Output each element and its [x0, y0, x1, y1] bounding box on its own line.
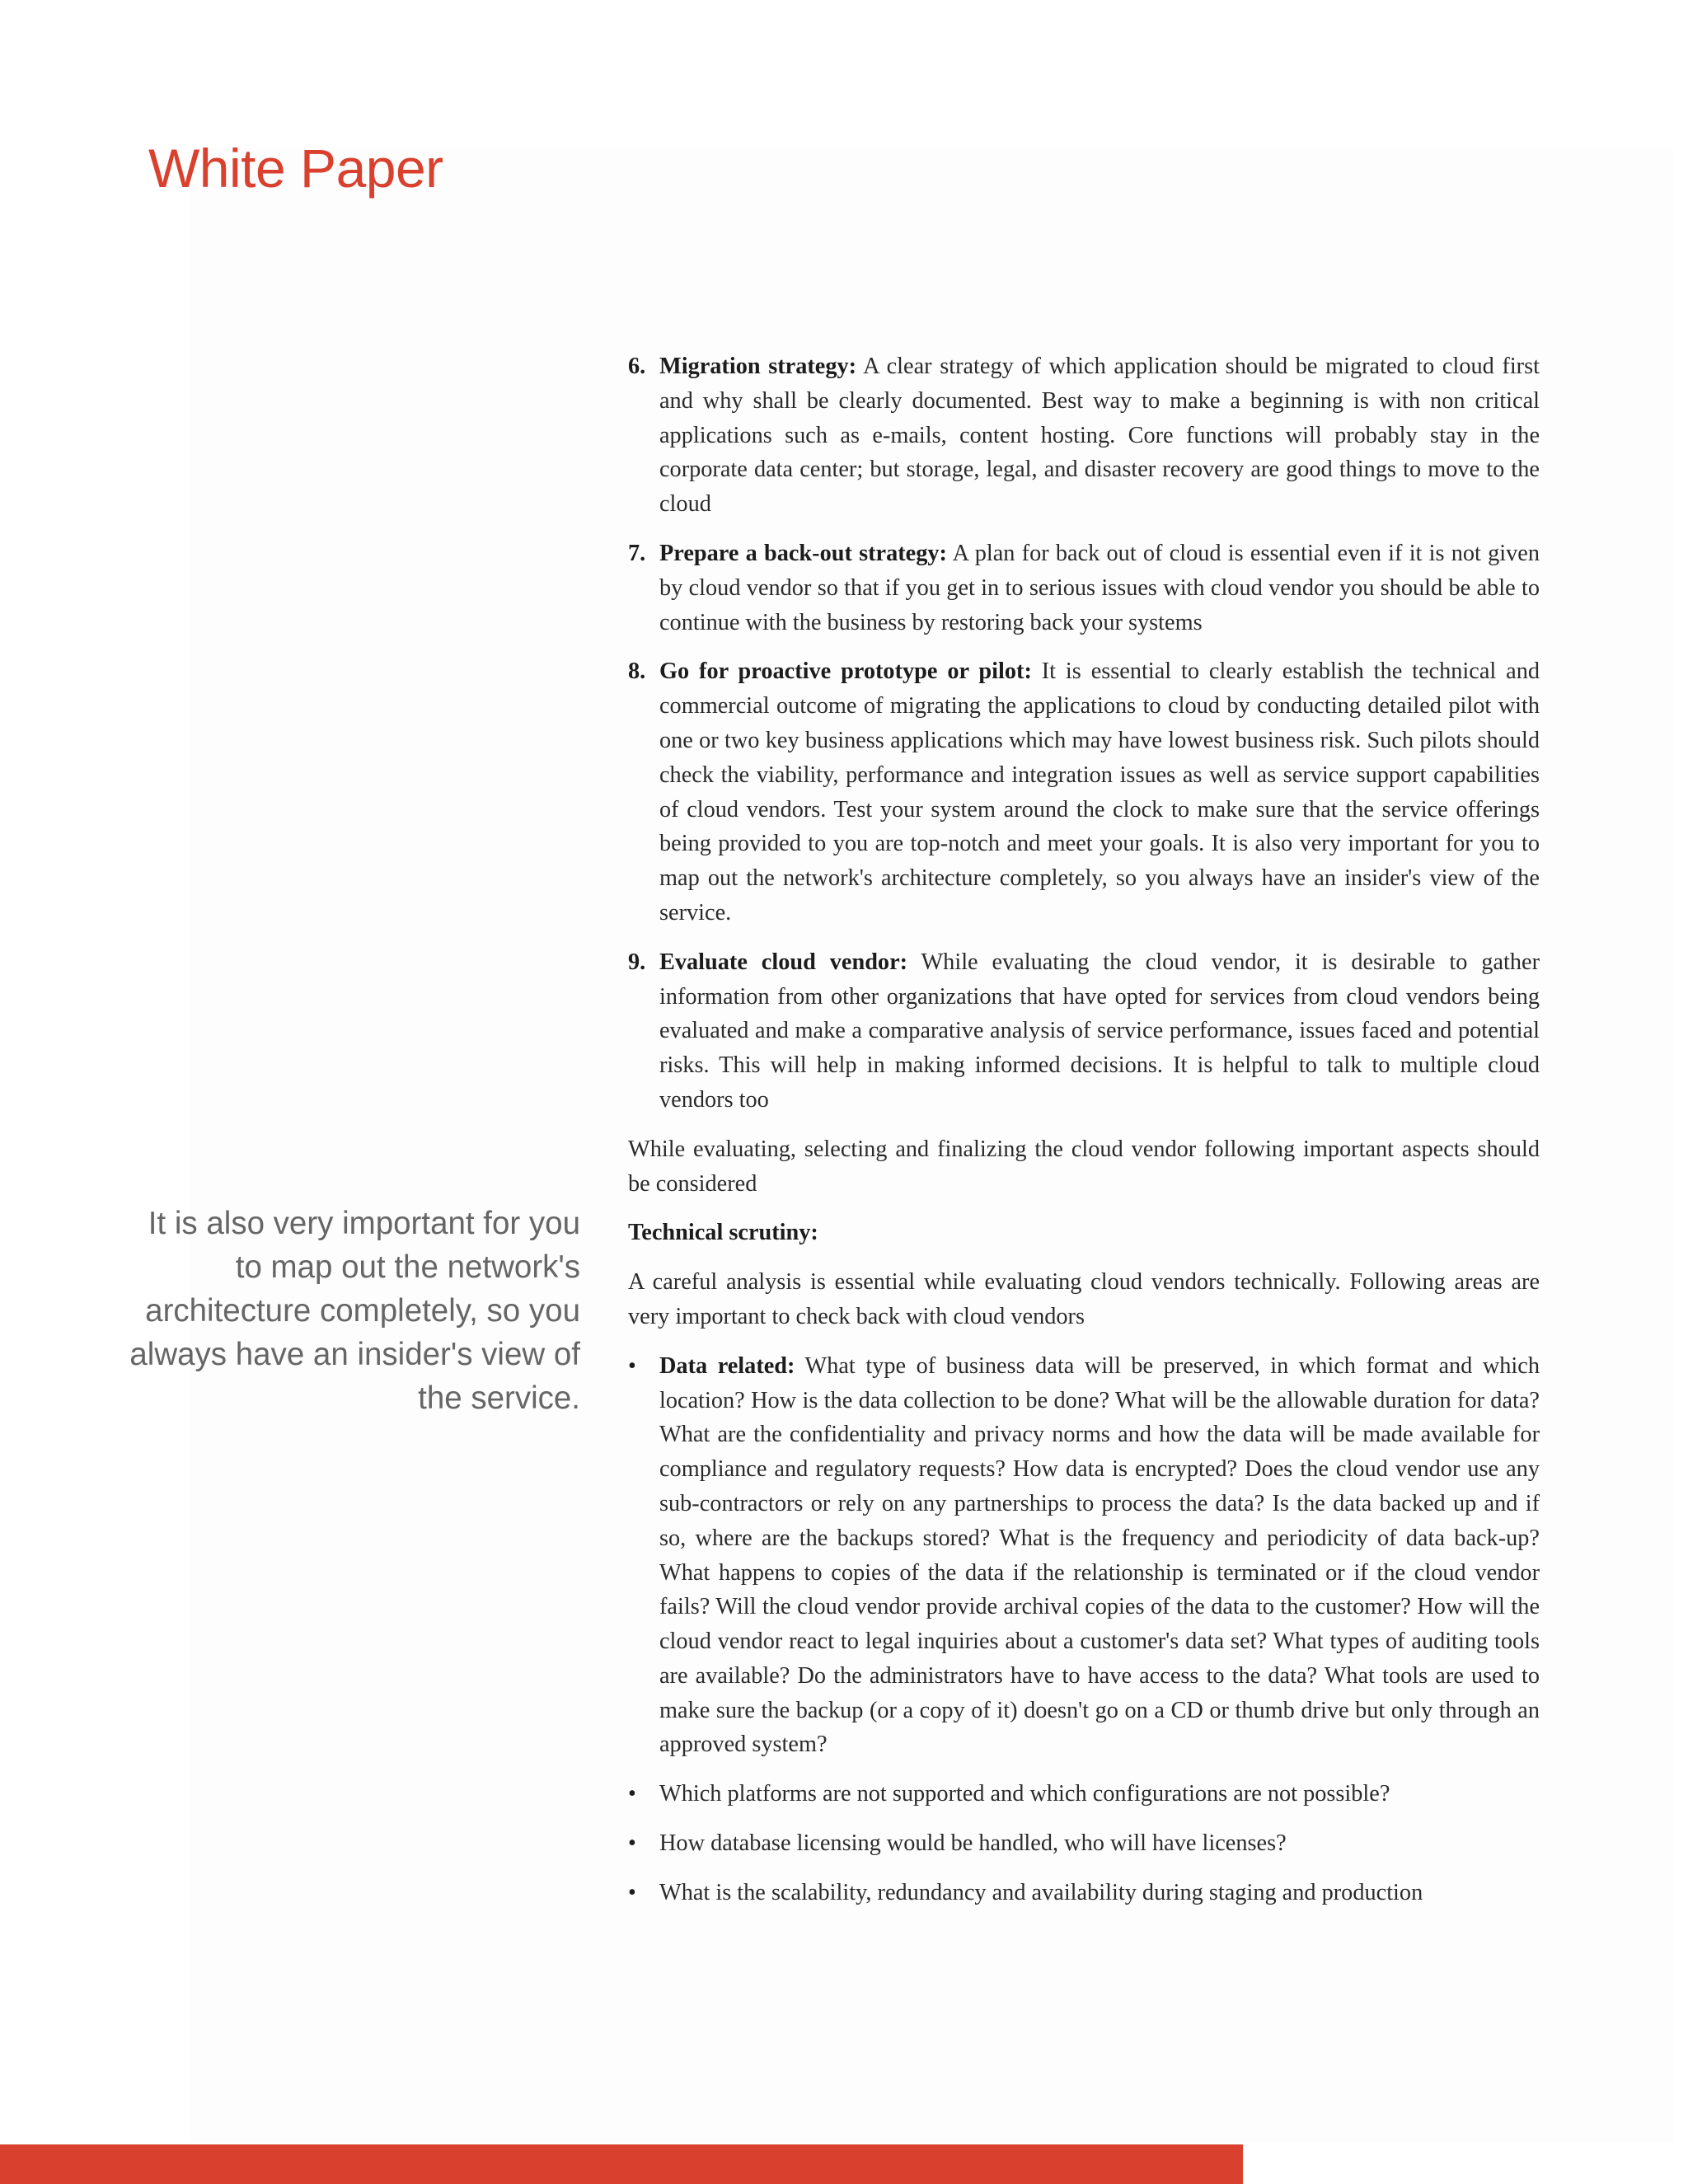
- bullet-icon: •: [628, 1830, 636, 1857]
- technical-paragraph: A careful analysis is essential while evaluating cloud vendors technically. Following areas are very important to check back with cloud vendors: [628, 1269, 1540, 1329]
- bullet-body: [659, 1777, 1540, 1811]
- bullet-text: What is the scalability, redundancy and availability during staging and production: [659, 1879, 1423, 1905]
- bullet-text: Which platforms are not supported and which configurations are not possible?: [659, 1781, 1390, 1807]
- bullet-icon: •: [628, 1352, 636, 1379]
- page-title: White Paper: [148, 138, 443, 199]
- item-text: It is essential to clearly establish the technical and commercial outcome of migrating the applications to cloud by conducting detailed pilot with one or two key business applications which may have lowest business risk. Such pilots should check the viability, performance and integration issues as well as service support capabilities of cloud vendors. Test your system around the clock to make sure that the service offerings being provided to you are top-notch and meet your goals. It is also very important for you to map out the network's architecture completely, so you always have an insider's view of the service.: [659, 658, 1540, 926]
- item-number: 7.: [628, 540, 646, 566]
- item-body: [659, 537, 1540, 640]
- item-title: Evaluate cloud vendor:: [659, 949, 908, 975]
- bullet-item-licensing: [628, 1826, 1540, 1861]
- bullet-item-scalability: [628, 1876, 1540, 1910]
- numbered-item-8: [628, 654, 1540, 930]
- bullet-body: [659, 1826, 1540, 1861]
- item-text: While evaluating the cloud vendor, it is desirable to gather information from other organizations that have opted for services from cloud vendors being evaluated and make a comparative analysis of service performance, issues faced and potential risks. This will help in making informed decisions. It is helpful to talk to multiple cloud vendors too: [659, 949, 1540, 1113]
- item-body: [659, 349, 1540, 522]
- item-title: Go for proactive prototype or pilot:: [659, 658, 1032, 685]
- item-number: 8.: [628, 658, 646, 685]
- bullet-icon: •: [628, 1781, 636, 1807]
- bullet-icon: •: [628, 1879, 636, 1905]
- bullet-text: How database licensing would be handled, who will have licenses?: [659, 1830, 1287, 1857]
- main-content: [628, 349, 1540, 1925]
- item-body: [659, 654, 1540, 930]
- bullet-item-data-related: [628, 1349, 1540, 1763]
- bullet-title: Data related:: [659, 1352, 795, 1379]
- bullet-body: [659, 1349, 1540, 1763]
- bullet-text: What type of business data will be preserved, in which format and which location? How is the data collection to be done? What will be the allowable duration for data? What are the confidentiality and privacy norms and how the data will be made available for compliance and regulatory requests? How data is encrypted? Does the cloud vendor use any sub-contractors or rely on any partnerships to process the data? Is the data backed up and if so, where are the backups stored? What is the frequency and periodicity of data back-up? What happens to copies of the data if the relationship is terminated or if the cloud vendor fails? Will the cloud vendor provide archival copies of the data to the customer? How will the cloud vendor react to legal inquiries about a customer's data set? What types of auditing tools are available? Do the administrators have to have access to the data? What tools are used to make sure the backup (or a copy of it) doesn't go on a CD or thumb drive but only through an approved system?: [659, 1352, 1540, 1758]
- item-title: Migration strategy:: [659, 354, 857, 379]
- intro-paragraph: While evaluating, selecting and finalizing the cloud vendor following important aspects should be considered: [628, 1136, 1540, 1197]
- numbered-item-7: [628, 537, 1540, 640]
- item-title: Prepare a back-out strategy:: [659, 540, 947, 566]
- item-body: [659, 945, 1540, 1118]
- bullet-body: [659, 1876, 1540, 1910]
- section-subheading: Technical scrutiny:: [628, 1220, 818, 1246]
- footer-accent-bar: [0, 2144, 1243, 2184]
- item-text: A clear strategy of which application should be migrated to cloud first and why shall be clearly documented. Best way to make a beginning is with non critical applications such as e-mails, content hosting. Core functions will probably stay in the corporate data center; but storage, legal, and disaster recovery are good things to move to the cloud: [659, 354, 1540, 518]
- item-number: 9.: [628, 949, 646, 975]
- item-text: A plan for back out of cloud is essential even if it is not given by cloud vendor so that if you get in to serious issues with cloud vendor you should be able to continue with the business by restoring back your systems: [659, 540, 1540, 635]
- item-number: 6.: [628, 354, 646, 379]
- numbered-item-9: [628, 945, 1540, 1118]
- numbered-item-6: [628, 349, 1540, 522]
- bullet-item-platforms: [628, 1777, 1540, 1811]
- pull-quote: It is also very important for you to map out the network's architecture completely, so you always have an insider's view of the service.: [129, 1206, 580, 1416]
